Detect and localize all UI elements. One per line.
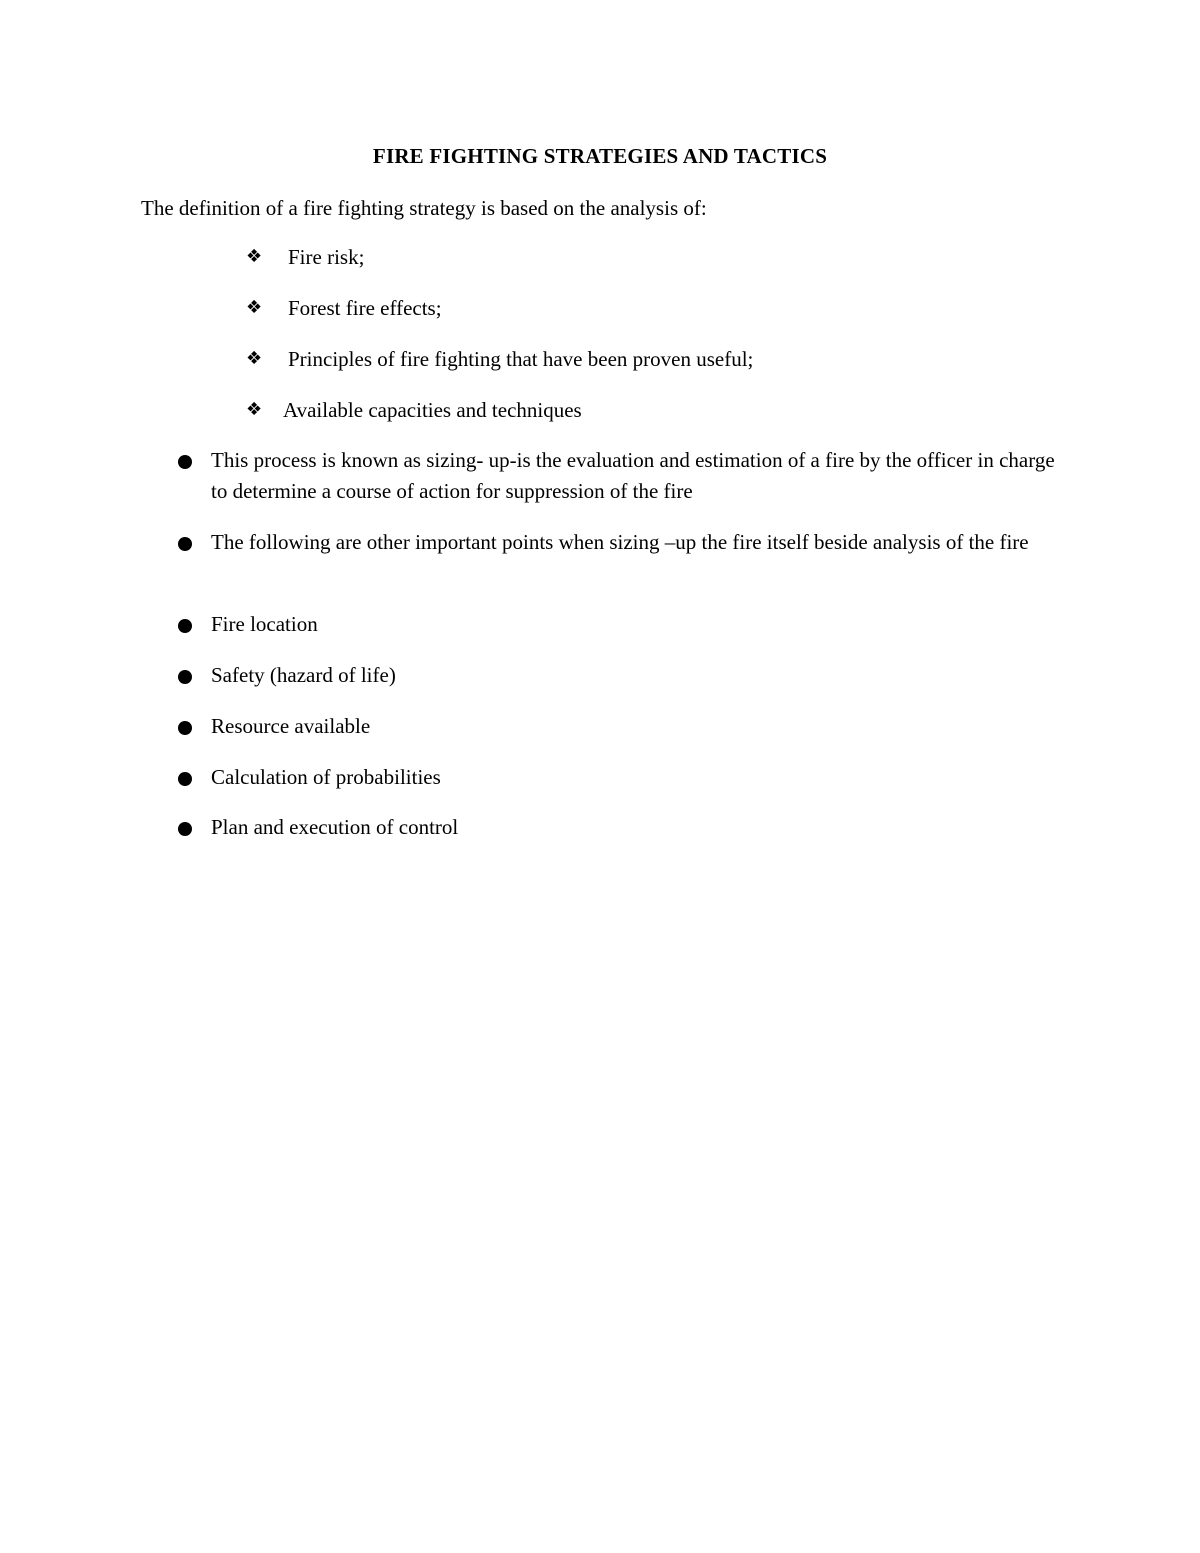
list-item-text: Available capacities and techniques <box>283 398 582 422</box>
list-item-text: Fire risk; <box>288 245 365 269</box>
diamond-bullet-icon: ❖ <box>246 399 263 420</box>
bullet-text: Fire location <box>211 612 318 636</box>
list-item-text: Principles of fire fighting that have been proven useful; <box>288 347 754 371</box>
bullet-text: Resource available <box>211 714 371 738</box>
intro-paragraph: The definition of a fire fighting strategy is based on the analysis of: <box>141 196 707 220</box>
list-item-text: Forest fire effects; <box>288 296 442 320</box>
bullet-text: The following are other important points when sizing –up the fire itself beside analysis of the fire <box>211 530 1029 554</box>
bullet-dot-icon <box>178 721 192 735</box>
diamond-bullet-icon: ❖ <box>246 297 263 318</box>
bullet-text: Calculation of probabilities <box>211 765 441 789</box>
bullet-dot-icon <box>178 670 192 684</box>
bullet-text: Safety (hazard of life) <box>211 663 396 687</box>
bullet-text: Plan and execution of control <box>211 815 459 839</box>
bullet-dot-icon <box>178 772 192 786</box>
document-title: FIRE FIGHTING STRATEGIES AND TACTICS <box>372 144 828 168</box>
diamond-bullet-icon: ❖ <box>246 348 263 369</box>
bullet-dot-icon <box>178 537 192 551</box>
bullet-dot-icon <box>178 822 192 836</box>
bullet-dot-icon <box>178 455 192 469</box>
bullet-dot-icon <box>178 619 192 633</box>
diamond-bullet-icon: ❖ <box>246 246 263 267</box>
bullet-text: This process is known as sizing- up-is the evaluation and estimation of a fire by the officer in charge to determine a course of action for suppression of the fire <box>211 448 1055 503</box>
